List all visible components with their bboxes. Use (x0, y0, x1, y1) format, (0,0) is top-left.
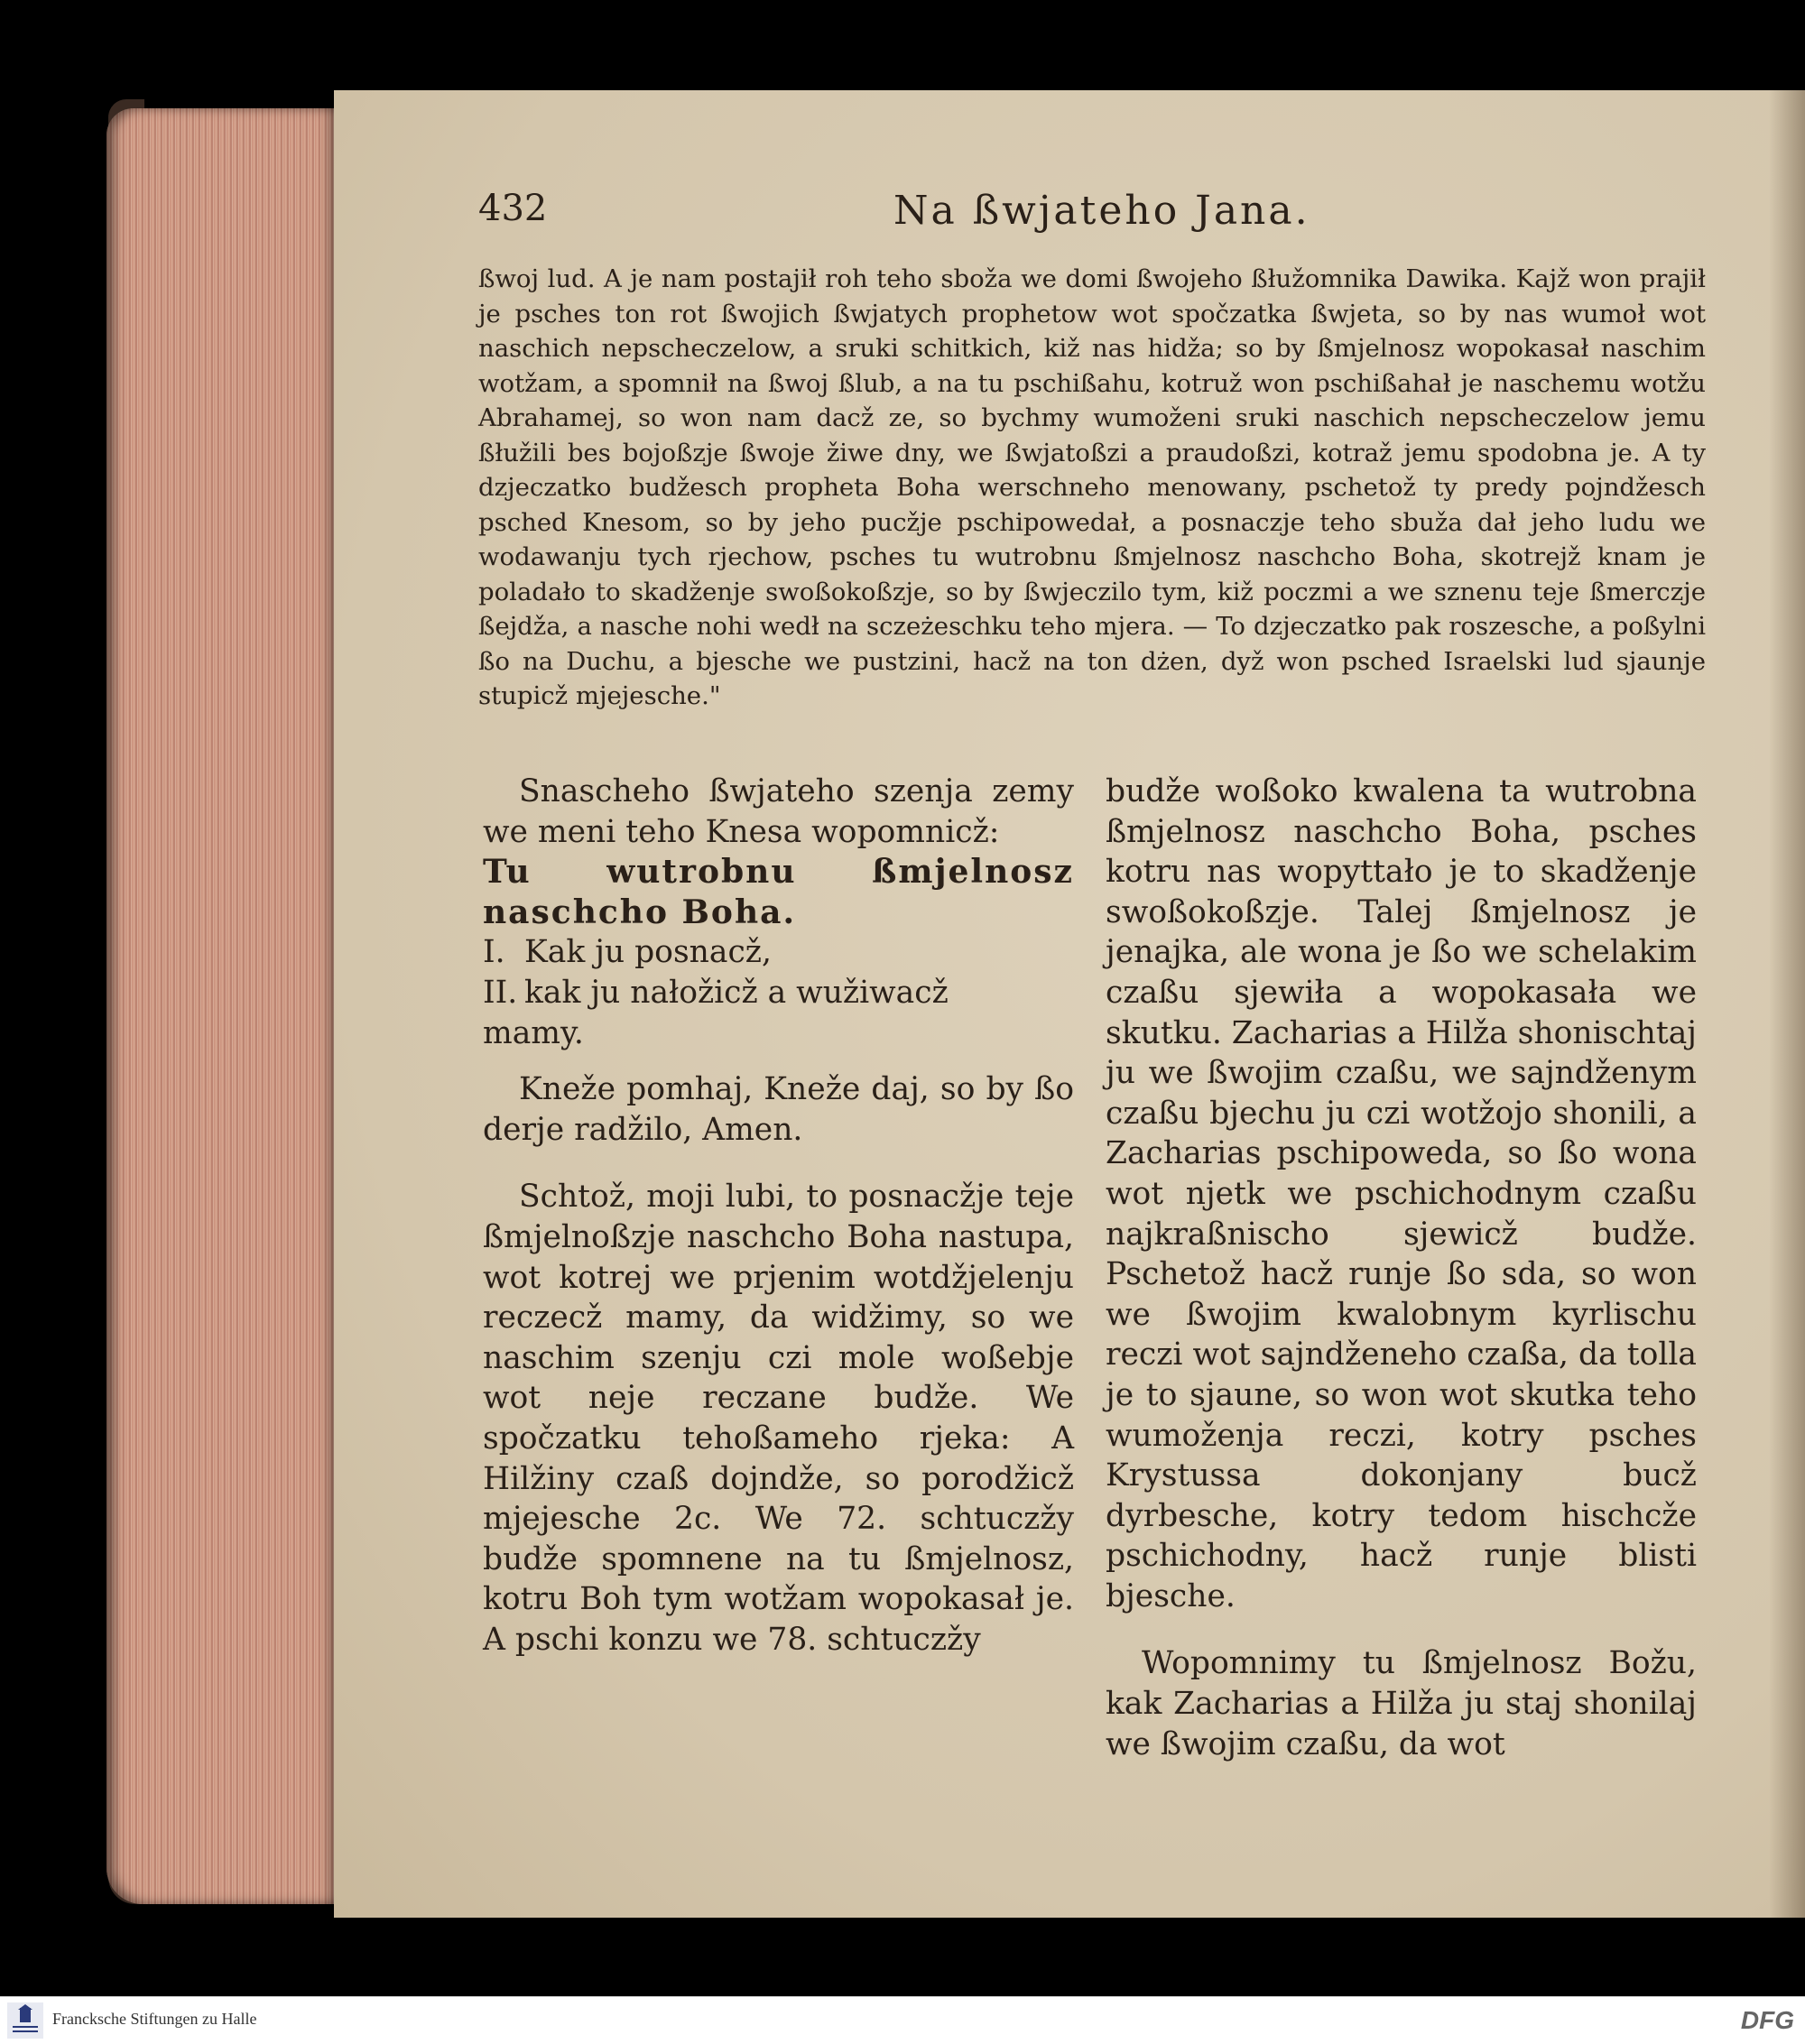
point-two (483, 973, 1074, 1013)
point-two-text: kak ju nałožicž a wužiwacž (524, 974, 949, 1011)
institution-name: Francksche Stiftungen zu Halle (52, 2010, 257, 2028)
left-paragraph: Schtož, moji lubi, to posnacžje teje ßmjelnoßzje naschcho Boha nastupa, wot kotrej we prjenim wotdžjelenju reczecž mamy, da widžimy, so we naschim szenju czi mole woßebje wot neje reczane budže. We spočzatku tehoßameho rjeka: A Hilžiny czaß dojndže, so porodžicž mjejesche 2c. We 72. schtuczžy budže spomnene na tu ßmjelnosz, kotru Boh tym wotžam wopokasał je. A pschi konzu we 78. schtuczžy (483, 1179, 1074, 1658)
sermon-intro: Snascheho ßwjateho szenja zemy we meni teho Knesa wopomnicž: (483, 773, 1074, 850)
point-one-text: Kak ju posnacž, (524, 934, 772, 971)
institution-logo-icon (7, 2002, 43, 2039)
point-one (483, 932, 1074, 973)
right-paragraph-two: Wopomnimy tu ßmjelnosz Božu, kak Zacharias a Hilža ju staj shonilaj we ßwojim czaßu, da wot (1106, 1645, 1697, 1762)
point-two-number: II. (483, 974, 518, 1011)
left-column (483, 772, 1074, 1660)
opening-prayer: Kneže pomhaj, Kneže daj, so by ßo derje radžilo, Amen. (483, 1071, 1074, 1148)
page-edges (106, 108, 350, 1904)
page-number: 432 (478, 188, 548, 229)
page-header (478, 188, 1733, 242)
running-title: Na ßwjateho Jana. (893, 188, 1310, 234)
quoted-passage: ßwoj lud. A je nam postajił roh teho sboža we domi ßwojeho ßłužomnika Dawika. Kajž won prajił je psches ton rot ßwojich ßwjatych prophetow wot spočzatka ßwjeta, so by nas wumoł wot naschich nepscheczelow, a sruki schitkich, kiž nas hidža; so by ßmjelnosz wopokasał naschim wotžam, a spomnił na ßwoj ßlub, a na tu pschißahu, kotruž won pschißahał je naschemu wotžu Abrahamej, so won nam dacž ze, so bychmy wumoženi sruki naschich nepscheczelow jemu ßłužili bes bojoßzje ßwoje žiwe dny, we ßwjatoßzi a praudoßzi, kotraž jemu spodobna je. A ty dzjeczatko budžesch propheta Boha werschneho menowany, pschetož ty predy pojndžesch psched Knesom, so by jeho pucžje pschipowedał, a posnaczje teho sbuža dał jeho ludu we wodawanju tych rjechow, psches tu wutrobnu ßmjelnosz naschcho Boha, skotrejž knam je poladało to skadženje swoßokoßzje, so by ßwjeczilo tym, kiž poczmi a we sznenu teje ßmerczje ßejdža, a nasche nohi wedł na sczeżeschku teho mjera. — To dzjeczatko pak roszesche, a poßylni ßo na Duchu, a bjesche we pustzini, hacž na ton dżen, dyž won psched Israelski lud sjaunje stupicž mjejesche." (478, 264, 1706, 710)
sermon-theme: Tu wutrobnu ßmjelnosz naschcho Boha. (483, 853, 1074, 931)
right-column (1106, 772, 1697, 1764)
viewer-footer (0, 1996, 1805, 2044)
dfg-logo: DFG (1740, 2006, 1794, 2034)
point-two-continuation: mamy. (483, 1014, 584, 1051)
point-one-number: I. (483, 934, 505, 971)
right-paragraph-one: budže woßoko kwalena ta wutrobna ßmjelnosz naschcho Boha, psches kotru nas wopyttało je to skadženje swoßokoßzje. Talej ßmjelnosz je jenajka, ale wona je ßo we schelakim czaßu sjewiła a wopokasała we skutku. Zacharias a Hilža shonischtaj ju we ßwojim czaßu, we sajndženym czaßu bjechu ju czi wotžojo shonili, a Zacharias pschipoweda, so ßo wona wot njetk we pschichodnym czaßu najkraßnischo sjewicž budže. Pschetož hacž runje ßo sda, so won we ßwojim kwalobnym kyrlischu reczi wot sajndženeho czaßa, da tolla je to sjaune, so won wot skutka teho wumoženja reczi, kotry psches Krystussa dokonjany bucž dyrbesche, kotry tedom hischcže pschichodny, hacž runje blisti bjesche. (1106, 773, 1697, 1614)
page-gutter (1769, 90, 1805, 1918)
